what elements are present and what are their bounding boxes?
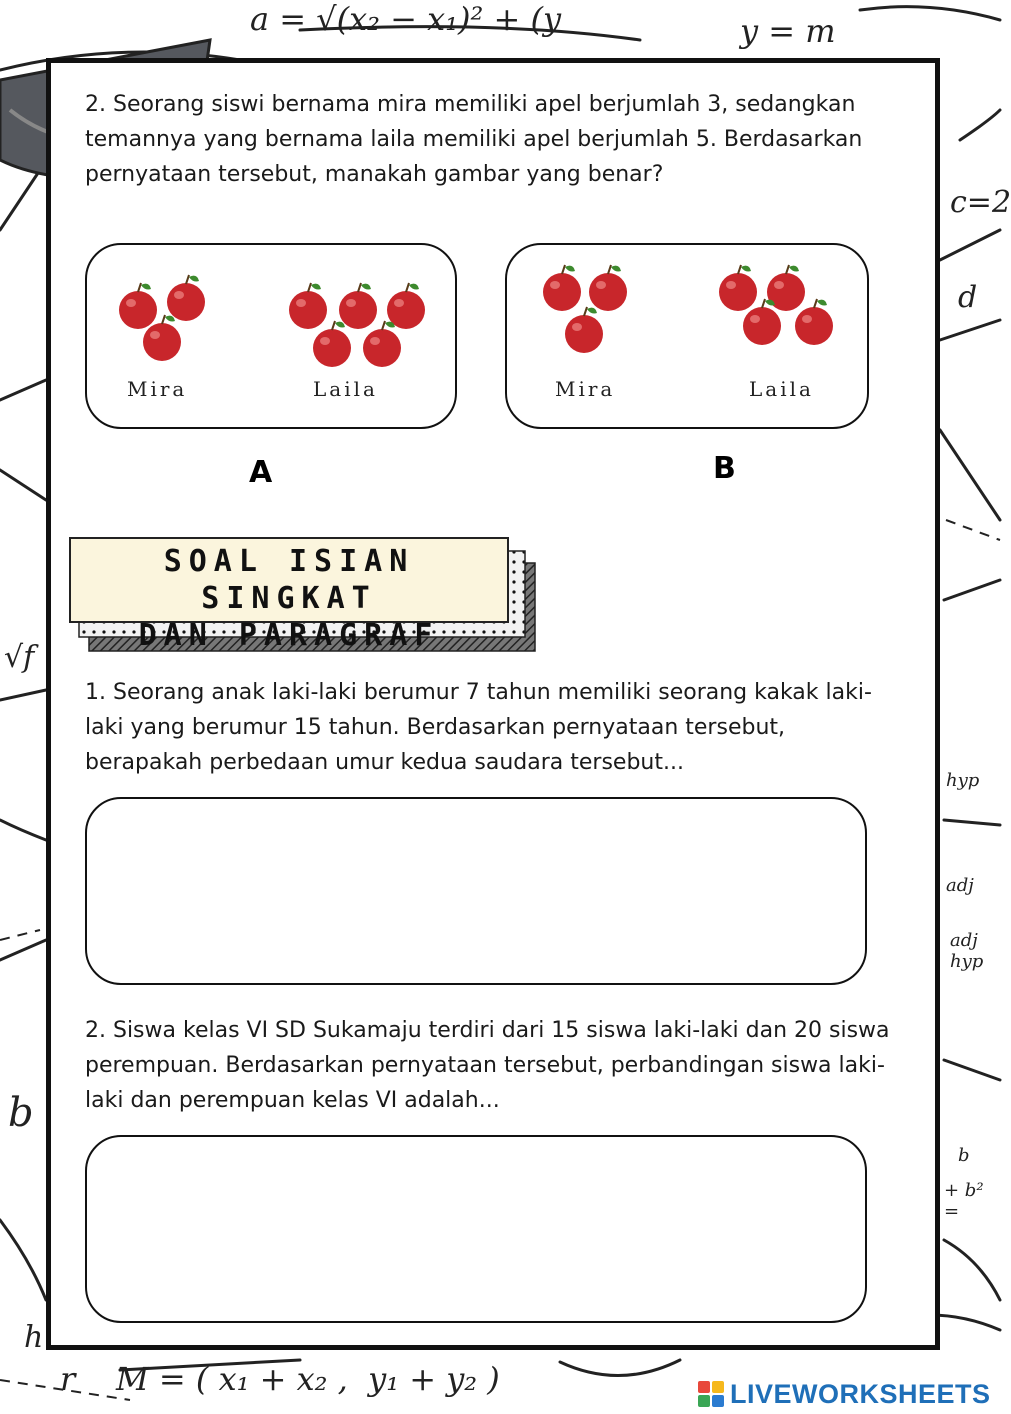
section-title-line1: SOAL ISIAN SINGKAT	[163, 544, 415, 616]
option-b-left-label: Mira	[555, 377, 616, 401]
worksheet-page	[46, 58, 940, 1350]
doodle-h: h	[24, 1320, 44, 1355]
doodle-d: d	[958, 280, 978, 315]
option-a-right-label: Laila	[313, 377, 378, 401]
apple-icon	[359, 319, 405, 369]
banner-title-box	[69, 537, 509, 653]
question-2-text: 2. Siswa kelas VI SD Sukamaju terdiri dari 15 siswa laki-laki dan 20 siswa perempuan. Berdasarkan pernyataan tersebut, perbandingan siswa laki-laki dan perempuan kelas VI adalah...	[85, 1018, 890, 1113]
apple-icon	[139, 313, 185, 363]
option-b-card[interactable]	[505, 243, 869, 429]
doodle-b-left: b	[8, 1090, 34, 1136]
liveworksheets-brand-text: LIVEWORKSHEETS	[730, 1378, 991, 1409]
doodle-midpoint: r M = ( x₁ + x₂ , y₁ + y₂ )	[60, 1360, 500, 1398]
apple-icon	[739, 297, 785, 347]
liveworksheets-logo-icon	[698, 1381, 724, 1407]
doodle-formula-top: a = √(x₂ − x₁)² + (y	[250, 0, 562, 38]
section-title-line2: DAN PARAGRAF	[138, 618, 440, 653]
option-b-right-label: Laila	[749, 377, 814, 401]
liveworksheets-logo	[698, 1378, 991, 1410]
doodle-adj: adj	[946, 875, 974, 896]
doodle-adj-hyp: adj hyp	[950, 930, 984, 972]
question-1-text: 1. Seorang anak laki-laki berumur 7 tahun memiliki seorang kakak laki-laki yang berumur 15 tahun. Berdasarkan pernyataan tersebut, berapakah perbedaan umur kedua saudara tersebut...	[85, 680, 872, 775]
option-a-letter[interactable]: A	[249, 455, 273, 490]
apple-icon	[791, 297, 837, 347]
doodle-formula-right: y = m	[740, 12, 836, 50]
doodle-b-right: b	[958, 1145, 970, 1166]
option-a-left-label: Mira	[127, 377, 188, 401]
answer-box-1[interactable]	[85, 797, 867, 985]
section-banner	[69, 537, 539, 657]
option-b-letter[interactable]: B	[713, 451, 736, 486]
doodle-b-squared: + b² =	[944, 1180, 984, 1222]
doodle-sqrt: √f	[4, 640, 35, 675]
option-a-card[interactable]	[85, 243, 457, 429]
answer-box-2[interactable]	[85, 1135, 867, 1323]
doodle-c-equals: c=2	[950, 185, 1011, 220]
apple-icon	[561, 305, 607, 355]
doodle-hyp: hyp	[946, 770, 980, 791]
apple-icon	[309, 319, 355, 369]
question-mc-text: 2. Seorang siswi bernama mira memiliki apel berjumlah 3, sedangkan temannya yang bernama laila memiliki apel berjumlah 5. Berdasarkan pernyataan tersebut, manakah gambar yang benar?	[85, 92, 863, 187]
